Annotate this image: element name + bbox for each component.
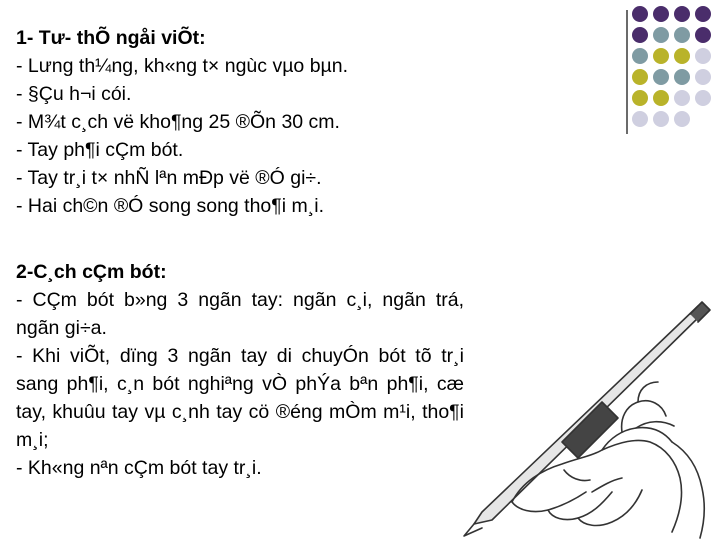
decorative-dot [695,27,711,43]
decorative-dot [674,6,690,22]
decorative-dot [695,90,711,106]
decorative-dot [674,111,690,127]
decorative-dot [674,48,690,64]
posture-line: - Lưng th¼ng, kh«ng t× ngùc vµo bµn. [16,55,349,77]
decorative-dot [674,27,690,43]
section-pen-holding [16,258,464,482]
decorative-dot [653,6,669,22]
posture-line: - Hai ch©n ®Ó song song tho¶i m¸i. [16,195,324,217]
decorative-dot [632,48,648,64]
posture-line: - M¾t c¸ch vë kho¶ng 25 ®Õn 30 cm. [16,111,340,133]
decorative-dot [653,27,669,43]
pen-holding-paragraph: - Khi viÕt, dïng 3 ngãn tay di chuyÓn bót tõ tr¸i sang ph¶i, c¸n bót nghiªng vÒ phÝa bªn ph¶i, cæ tay, khuûu tay vµ c¸nh tay cö ®éng mÒm m¹i, tho¶i m¸i; [16,345,464,451]
section-title-posture: 1- Tư- thÕ ngåi viÕt: [16,27,206,49]
section-writing-posture [16,24,446,220]
decorative-dot [653,48,669,64]
decorative-dot [632,69,648,85]
decorative-dot [695,48,711,64]
decorative-dot [674,90,690,106]
posture-line: - §Çu h¬i cói. [16,83,132,105]
decorative-dot [632,27,648,43]
pen-holding-paragraph: - Kh«ng nªn cÇm bót tay tr¸i. [16,457,262,479]
section-title-pen-holding: 2-C¸ch cÇm bót: [16,261,167,283]
posture-line: - Tay ph¶i cÇm bót. [16,139,184,161]
decorative-dot [695,69,711,85]
pen-holding-paragraph: - CÇm bót b»ng 3 ngãn tay: ngãn c¸i, ngãn trá, ngãn gi÷a. [16,289,464,339]
decorative-dot [653,111,669,127]
decorative-divider-line [626,10,628,134]
posture-line: - Tay tr¸i t× nhÑ lªn mÐp vë ®Ó gi÷. [16,167,322,189]
hand-holding-pen-icon [452,292,720,540]
decorative-dot [632,90,648,106]
decorative-dot [632,111,648,127]
decorative-dot [632,6,648,22]
decorative-dot [653,69,669,85]
decorative-dot [653,90,669,106]
decorative-dot [695,6,711,22]
decorative-dot [674,69,690,85]
